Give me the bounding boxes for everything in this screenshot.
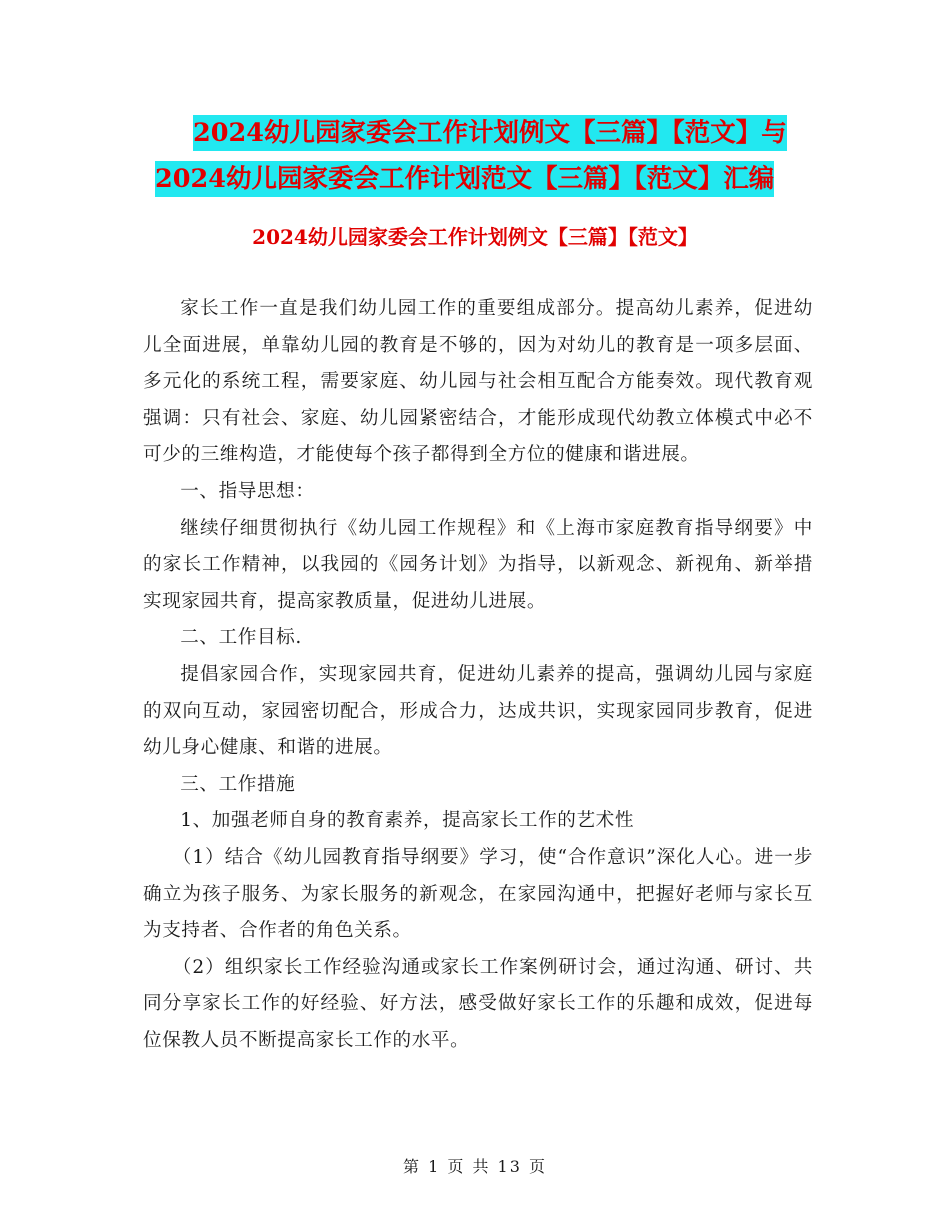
paragraph-measure-1-1: （1）结合《幼儿园教育指导纲要》学习，使“合作意识”深化人心。进一步确立为孩子服务、为家长服务的新观念，在家园沟通中，把握好老师与家长互为支持者、合作者的角色关系。 <box>143 846 813 942</box>
heading-work-measures: 三、工作措施 <box>180 773 296 795</box>
paragraph-measure-1-2: （2）组织家长工作经验沟通或家长工作案例研讨会，通过沟通、研讨、共同分享家长工作的好经验、好方法，感受做好家长工作的乐趣和成效，促进每位保教人员不断提高家长工作的水平。 <box>143 956 813 1051</box>
paragraph-intro: 家长工作一直是我们幼儿园工作的重要组成部分。提高幼儿素养，促进幼儿全面进展，单靠幼儿园的教育是不够的，因为对幼儿的教育是一项多层面、多元化的系统工程，需要家庭、幼儿园与社会相互配合方能奏效。现代教育观强调：只有社会、家庭、幼儿园紧密结合，才能形成现代幼教立体模式中必不可少的三维构造，才能使每个孩子都得到全方位的健康和谐进展。 <box>143 298 813 466</box>
main-title <box>140 110 820 202</box>
paragraph-guiding-thought: 继续仔细贯彻执行《幼儿园工作规程》和《上海市家庭教育指导纲要》中的家长工作精神，以我园的《园务计划》为指导，以新观念、新视角、新举措实现家园共育，提高家教质量，促进幼儿进展。 <box>143 517 813 612</box>
page-footer: 第 1 页 共 13 页 <box>403 1157 547 1176</box>
section-title: 2024幼儿园家委会工作计划例文【三篇】【范文】 <box>252 225 698 249</box>
heading-work-goals: 二、工作目标. <box>180 627 302 649</box>
heading-guiding-thought: 一、指导思想： <box>180 480 315 502</box>
main-title-line-2: 2024幼儿园家委会工作计划范文【三篇】【范文】汇编 <box>140 156 820 202</box>
main-title-line-1: 2024幼儿园家委会工作计划例文【三篇】【范文】与 <box>140 110 820 156</box>
document-body <box>143 291 813 1059</box>
paragraph-work-goals: 提倡家园合作，实现家园共育，促进幼儿素养的提高，强调幼儿园与家庭的双向互动，家园密切配合，形成合力，达成共识，实现家园同步教育，促进幼儿身心健康、和谐的进展。 <box>143 663 813 759</box>
heading-measure-1: 1、加强老师自身的教育素养，提高家长工作的艺术性 <box>180 810 635 832</box>
